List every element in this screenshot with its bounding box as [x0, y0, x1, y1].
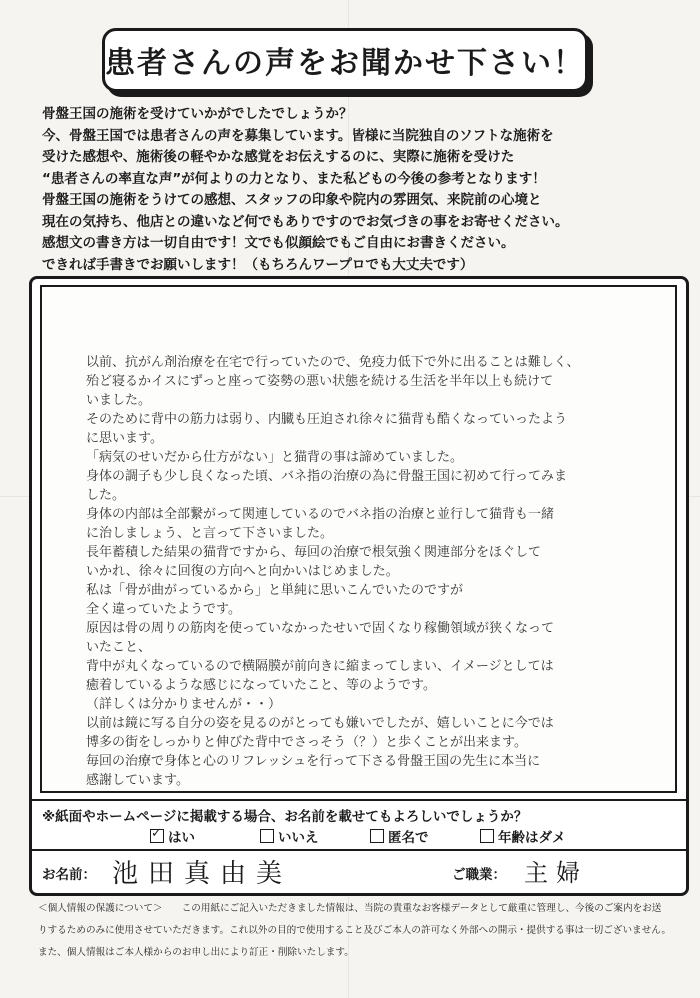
testimonial-line: に治しましょう、と言って下さいました。 — [86, 526, 334, 541]
testimonial-line: 全く違っていたようです。 — [86, 602, 241, 617]
name-occupation-row — [32, 849, 686, 893]
testimonial-line: 「病気のせいだから仕方がない」と猫背の事は諦めていました。 — [86, 450, 464, 465]
form-frame — [29, 276, 689, 896]
privacy-line: ＜個人情報の保護について＞ この用紙にご記入いただきました情報は、当院の貴重なお客様データとして厳重に管理し、今後のご案内をお送 — [38, 903, 662, 914]
intro-line: 受けた感想や、施術後の軽やかな感覚をお伝えするのに、実際に施術を受けた — [42, 149, 515, 165]
occupation-label: ご職業： — [452, 867, 506, 883]
checkbox-no[interactable] — [260, 829, 274, 843]
testimonial-line: に思います。 — [86, 431, 163, 446]
intro-line: 骨盤王国の施術をうけての感想、スタッフの印象や院内の雰囲気、来院前の心境と — [42, 192, 542, 208]
privacy-line: また、個人情報はご本人様からのお申し出により訂正・削除いたします。 — [38, 947, 354, 958]
checkbox-no-age[interactable] — [480, 829, 494, 843]
privacy-notice — [38, 898, 678, 964]
consent-section — [32, 799, 686, 849]
testimonial-line: いました。 — [86, 393, 152, 408]
option-yes[interactable] — [150, 826, 195, 846]
intro-line: “患者さんの率直な声”が何よりの力となり、また私どもの今後の参考となります！ — [42, 170, 546, 187]
name-label: お名前： — [42, 867, 96, 883]
testimonial-line: 以前は鏡に写る自分の姿を見るのがとっても嫌いでしたが、嬉しいことに今では — [86, 716, 554, 731]
testimonial-line: いたこと、 — [86, 640, 152, 655]
consent-options — [150, 826, 670, 846]
intro-text — [42, 104, 682, 276]
testimonial-line: （詳しくは分かりませんが・・） — [86, 697, 282, 712]
consent-question: ※紙面やホームページに掲載する場合、お名前を載せてもよろしいでしょうか？ — [42, 809, 528, 825]
checkbox-anonymous[interactable] — [370, 829, 384, 843]
testimonial-line: 感謝しています。 — [86, 773, 189, 788]
testimonial-line: そのために背中の筋力は弱り、内臓も圧迫され徐々に猫背も酷くなっていったよう — [86, 412, 568, 427]
testimonial-line: 身体の調子も少し良くなった頃、バネ指の治療の為に骨盤王国に初めて行ってみま — [86, 469, 568, 484]
testimonial-line: 原因は骨の周りの筋肉を使っていなかったせいで固くなり稼働領域が狭くなって — [86, 621, 555, 636]
testimonial-line: 背中が丸くなっているので横隔膜が前向きに縮まってしまい、イメージとしては — [86, 659, 554, 674]
page-title: 患者さんの声をお聞かせ下さい！ — [105, 46, 585, 81]
intro-line: 感想文の書き方は一切自由です！文でも似顔絵でもご自由にお書きください。 — [42, 235, 515, 251]
testimonial-line: 殆ど寝るかイスにずっと座って姿勢の悪い状態を続ける生活を半年以上も続けて — [86, 374, 554, 389]
testimonial-line: 長年蓄積した結果の猫背ですから、毎回の治療で根気強く関連部分をほぐして — [86, 545, 542, 560]
option-anonymous-label: 匿名で — [388, 830, 429, 846]
testimonial-line: 私は「骨が曲がっているから」と単純に思いこんでいたのですが — [86, 583, 464, 598]
intro-line: 骨盤王国の施術を受けていかがでしたでしょうか？ — [42, 106, 353, 122]
testimonial-line: 癒着しているような感じになっていたこと、等のようです。 — [86, 678, 436, 693]
option-yes-label: はい — [168, 830, 195, 846]
name-value[interactable]: 池田真由美 — [112, 859, 293, 889]
option-no-age-label: 年齢はダメ — [498, 830, 566, 846]
intro-line: 今、骨盤王国では患者さんの声を募集しています。皆様に当院独自のソフトな施術を — [42, 127, 554, 144]
testimonial-line: 毎回の治療で身体と心のリフレッシュを行って下さる骨盤王国の先生に本当に — [86, 754, 541, 769]
testimonial-line: いかれ、徐々に回復の方向へと向かいはじめました。 — [86, 564, 399, 579]
privacy-line: りするためのみに使用させていただきます。これ以外の目的で使用すること及びご本人の許可なく外部への開示・提供する事は一切ございません。 — [38, 925, 671, 936]
option-no-label: いいえ — [278, 830, 319, 846]
testimonial-line: 博多の街をしっかりと伸びた背中でさっそう（？）と歩くことが出来ます。 — [86, 735, 527, 750]
option-anonymous[interactable] — [370, 826, 429, 846]
option-no-age[interactable] — [480, 826, 566, 846]
occupation-value[interactable]: 主婦 — [524, 859, 588, 887]
option-no[interactable] — [260, 826, 319, 846]
checkbox-yes[interactable] — [150, 829, 164, 843]
testimonial-box — [40, 285, 677, 793]
intro-line: 現在の気持ち、他店との違いなど何でもありですのでお気づきの事をお寄せください。 — [42, 213, 569, 230]
testimonial-line: 以前、抗がん剤治療を在宅で行っていたので、免疫力低下で外に出ることは難しく、 — [86, 355, 580, 370]
testimonial-text — [86, 353, 656, 790]
title-banner — [102, 28, 588, 92]
intro-line: できれば手書きでお願いします！（もちろんワープロでも大丈夫です） — [42, 256, 474, 273]
testimonial-line: した。 — [86, 488, 126, 503]
testimonial-line: 身体の内部は全部繋がって関連しているのでバネ指の治療と並行して猫背も一緒 — [86, 507, 555, 522]
